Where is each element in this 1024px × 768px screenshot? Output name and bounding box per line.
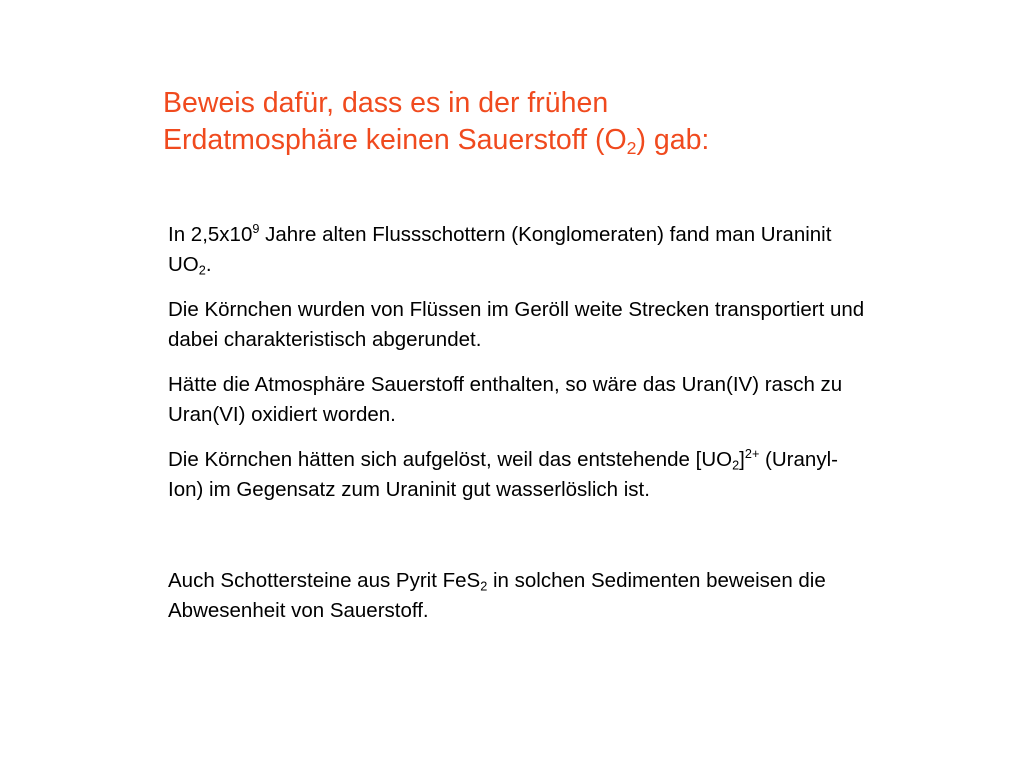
p5-text-post: in solchen Sedimenten beweisen die Abwesenheit von Sauerstoff. [168, 569, 826, 622]
slide-title [163, 85, 983, 159]
p4-subscript: 2 [732, 457, 740, 473]
title-line-2-post: ) gab: [636, 124, 710, 156]
p1-text-post: . [205, 253, 212, 276]
p1-exponent: 9 [252, 221, 260, 237]
title-subscript: 2 [626, 137, 637, 158]
title-line-1: Beweis dafür, dass es in der frühen [163, 87, 609, 119]
paragraph-uranyl-solubility [168, 445, 868, 505]
p5-subscript: 2 [480, 578, 488, 594]
p4-bracket: ] [739, 448, 745, 471]
p4-charge: 2+ [744, 446, 760, 462]
p1-text-mid: Jahre alten Flussschottern (Konglomeraten) fand man Uraninit UO [168, 223, 832, 276]
p1-text-pre: In 2,5x10 [168, 223, 253, 246]
paragraph-uraninite-finding [168, 220, 868, 280]
paragraph-pyrite [168, 566, 868, 626]
paragraph-grains-transport: Die Körnchen wurden von Flüssen im Geröll weite Strecken transportiert und dabei charakteristisch abgerundet. [168, 298, 865, 351]
p4-text-post: (Uranyl- Ion) im Gegensatz zum Uraninit gut wasserlöslich ist. [168, 448, 838, 501]
title-line-2-pre: Erdatmosphäre keinen Sauerstoff (O [163, 124, 627, 156]
p4-text-pre: Die Körnchen hätten sich aufgelöst, weil das entstehende [UO [168, 448, 733, 471]
p5-text-pre: Auch Schottersteine aus Pyrit FeS [168, 569, 481, 592]
slide-body [168, 220, 868, 641]
p1-subscript: 2 [198, 262, 206, 278]
paragraph-oxidation: Hätte die Atmosphäre Sauerstoff enthalten, so wäre das Uran(IV) rasch zu Uran(VI) oxidiert worden. [168, 373, 843, 426]
